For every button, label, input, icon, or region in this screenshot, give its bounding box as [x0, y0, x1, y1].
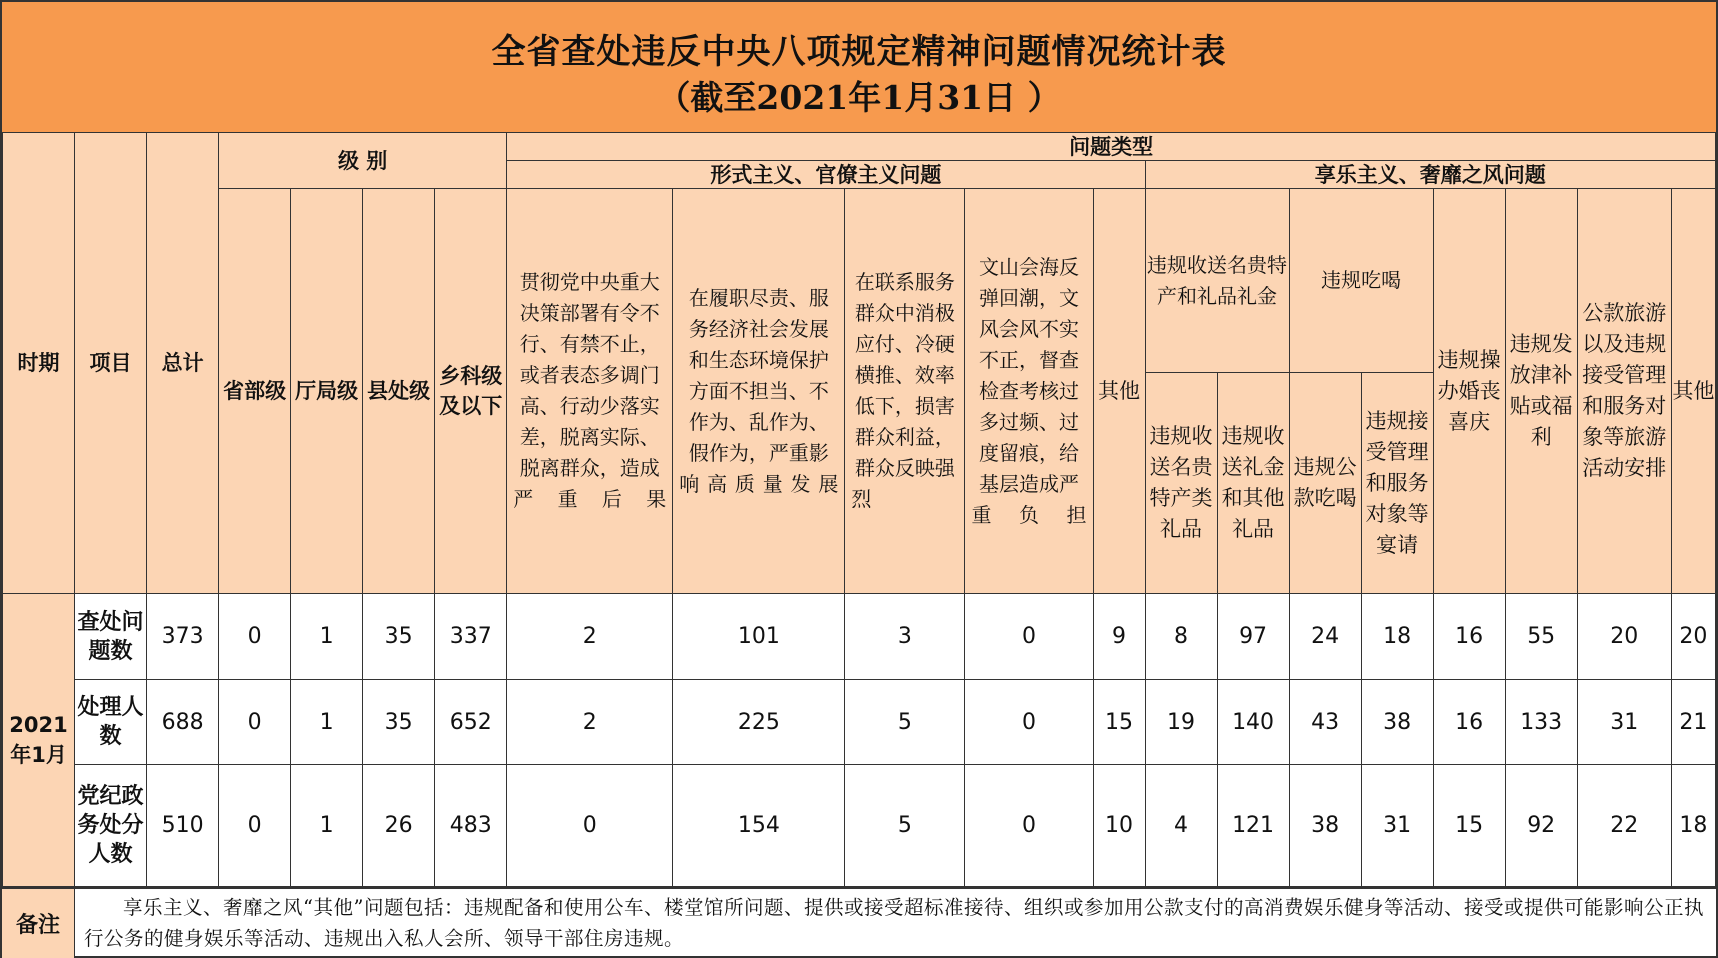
table-cell: 510: [147, 765, 219, 887]
table-cell: 20: [1671, 594, 1715, 679]
table-cell: 0: [507, 765, 673, 887]
table-cell: 2: [507, 594, 673, 679]
table-cell: 9: [1093, 594, 1145, 679]
header-total: 总计: [147, 133, 219, 594]
table-cell: 5: [845, 765, 965, 887]
table-cell: 0: [219, 594, 291, 679]
table-cell: 373: [147, 594, 219, 679]
table-cell: 483: [435, 765, 507, 887]
table-cell: 10: [1093, 765, 1145, 887]
header-weddings-funerals: 违规操办婚丧喜庆: [1433, 189, 1505, 594]
table-cell: 31: [1361, 765, 1433, 887]
header-item: 项目: [75, 133, 147, 594]
table-cell: 140: [1217, 679, 1289, 764]
header-gift-group: 违规收送名贵特产和礼品礼金: [1145, 189, 1289, 373]
table-cell: 35: [363, 594, 435, 679]
header-formalism-col-1: 贯彻党中央重大决策部署有令不行、有禁不止，或者表态多调门高、行动少落实差，脱离实际、脱离群众，造成严重后果: [507, 189, 673, 594]
table-cell: 38: [1289, 765, 1361, 887]
table-cell: 55: [1505, 594, 1577, 679]
table-cell: 43: [1289, 679, 1361, 764]
header-formalism-col-4: 文山会海反弹回潮，文风会风不实不正，督查检查考核过多过频、过度留痕，给基层造成严重负担: [965, 189, 1093, 594]
table-cell: 97: [1217, 594, 1289, 679]
table-cell: 18: [1361, 594, 1433, 679]
table-cell: 15: [1433, 765, 1505, 887]
table-cell: 1: [291, 765, 363, 887]
row-label-cases: 查处问题数: [75, 594, 147, 679]
table-cell: 8: [1145, 594, 1217, 679]
row-label-people: 处理人数: [75, 679, 147, 764]
table-cell: 0: [219, 679, 291, 764]
header-period: 时期: [3, 133, 75, 594]
table-cell: 19: [1145, 679, 1217, 764]
table-cell: 35: [363, 679, 435, 764]
table-cell: 92: [1505, 765, 1577, 887]
statistics-table: [2, 132, 1716, 887]
header-travel: 公款旅游以及违规接受管理和服务对象等旅游活动安排: [1577, 189, 1671, 594]
table-cell: 121: [1217, 765, 1289, 887]
table-cell: 652: [435, 679, 507, 764]
table-cell: 4: [1145, 765, 1217, 887]
header-formalism: 形式主义、官僚主义问题: [507, 161, 1145, 189]
table-cell: 20: [1577, 594, 1671, 679]
table-cell: 22: [1577, 765, 1671, 887]
table-cell: 2: [507, 679, 673, 764]
table-cell: 5: [845, 679, 965, 764]
title-banner: [2, 2, 1716, 134]
header-problem-type: 问题类型: [507, 133, 1716, 161]
table-cell: 0: [965, 594, 1093, 679]
table-cell: 24: [1289, 594, 1361, 679]
table-cell: 26: [363, 765, 435, 887]
header-formalism-other: 其他: [1093, 189, 1145, 594]
table-cell: 133: [1505, 679, 1577, 764]
header-hedonism: 享乐主义、奢靡之风问题: [1145, 161, 1715, 189]
table-cell: 18: [1671, 765, 1715, 887]
header-dining-banquet: 违规接受管理和服务对象等宴请: [1361, 373, 1433, 594]
table-cell: 0: [219, 765, 291, 887]
table-cell: 16: [1433, 594, 1505, 679]
page-subtitle: （截至2021年1月31日 ）: [657, 78, 1061, 117]
table-cell: 0: [965, 679, 1093, 764]
table-cell: 225: [673, 679, 845, 764]
header-gift-specialty: 违规收送名贵特产类礼品: [1145, 373, 1217, 594]
header-gift-cash: 违规收送礼金和其他礼品: [1217, 373, 1289, 594]
page-title: 全省查处违反中央八项规定精神问题情况统计表: [491, 32, 1227, 72]
table-cell: 38: [1361, 679, 1433, 764]
table-cell: 1: [291, 594, 363, 679]
remarks-text: 享乐主义、奢靡之风“其他”问题包括：违规配备和使用公车、楼堂馆所问题、提供或接受超标准接待、组织或参加用公款支付的高消费娱乐健身等活动、接受或提供可能影响公正执行公务的健身娱乐等活动、违规出入私人会所、领导干部住房违规。: [84, 896, 1704, 950]
header-allowances: 违规发放津补贴或福利: [1505, 189, 1577, 594]
table-cell: 688: [147, 679, 219, 764]
table-cell: 15: [1093, 679, 1145, 764]
header-level-county: 县处级: [363, 189, 435, 594]
header-dining-group: 违规吃喝: [1289, 189, 1433, 373]
remarks-row: [2, 887, 1716, 958]
header-level-group: 级 别: [219, 133, 507, 189]
header-formalism-col-3: 在联系服务群众中消极应付、冷硬横推、效率低下，损害群众利益，群众反映强烈: [845, 189, 965, 594]
header-formalism-col-2: 在履职尽责、服务经济社会发展和生态环境保护方面不担当、不作为、乱作为、假作为，严重影响高质量发展: [673, 189, 845, 594]
table-cell: 21: [1671, 679, 1715, 764]
table-cell: 101: [673, 594, 845, 679]
header-hedonism-other: 其他: [1671, 189, 1715, 594]
period-cell: 2021年1月: [3, 594, 75, 887]
table-cell: 1: [291, 679, 363, 764]
table-cell: 3: [845, 594, 965, 679]
header-level-bureau: 厅局级: [291, 189, 363, 594]
header-level-provincial: 省部级: [219, 189, 291, 594]
remarks-label: 备注: [2, 889, 75, 958]
row-label-disciplined: 党纪政务处分人数: [75, 765, 147, 887]
table-cell: 31: [1577, 679, 1671, 764]
table-cell: 0: [965, 765, 1093, 887]
table-cell: 16: [1433, 679, 1505, 764]
table-cell: 154: [673, 765, 845, 887]
table-cell: 337: [435, 594, 507, 679]
header-level-township: 乡科级及以下: [435, 189, 507, 594]
header-dining-public: 违规公款吃喝: [1289, 373, 1361, 594]
